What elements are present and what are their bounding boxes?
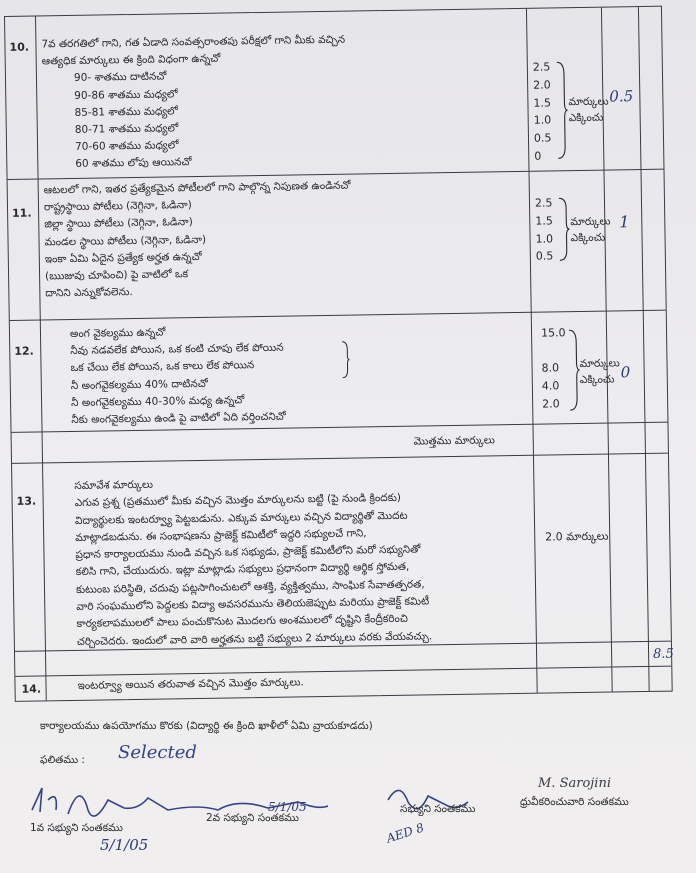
brace-icon (554, 60, 570, 160)
member-1-signature-label: 1వ సభ్యుని సంతకము (30, 822, 123, 834)
option-line: 80-71 శాతము మధ్యలో (74, 122, 179, 136)
question-line: సమావేశ మార్కులు (74, 478, 154, 492)
option-line: 70-60 శాతము మధ్యలో (74, 139, 179, 154)
question-line: కార్యకలాపములలో పాలు పంచుకొనుట మొదలగు అంశములలో దృష్టిని కేంద్రీకరించి (76, 613, 408, 631)
member-3-signature-label: సభ్యుని సంతకము (400, 803, 476, 815)
brace-label-line: మార్కులు (570, 215, 611, 229)
row-12-marks (541, 324, 567, 413)
mark-value: 1.0 (535, 231, 554, 246)
brace-label-line: ఎక్కించు (568, 111, 604, 125)
signature-date-1: 5/1/05 (100, 836, 149, 854)
mark-value: 0.5 (535, 249, 554, 264)
total-score: 8.5 (652, 646, 674, 662)
row-divider (12, 453, 668, 464)
option-line: 60 శాతము లోపు ఆయినచో (75, 156, 192, 171)
row-10-question (41, 32, 347, 174)
brace-icon (556, 196, 571, 262)
option-line: జిల్లా స్థాయి పోటీలు (నెగ్గినా, ఓడినా) (44, 216, 193, 231)
mark-value: 2.0 (542, 397, 560, 411)
question-line: కుటుంబ పరిస్థితి, చదువు పట్లసాగించుటలో ఆశక్తి, వ్యక్తిత్వము, సాంఘిక సేవాతత్పరత, (75, 578, 425, 596)
question-line: ప్రధాన కార్యాలయము నుండి వచ్చిన ఒక సభ్యుడు, ప్రాజెక్ట్ కమిటీలోని మరో సభ్యునితో (75, 543, 421, 562)
row-12-brace-label (579, 355, 620, 388)
row-number: 13. (16, 494, 37, 508)
mark-value: 1.5 (533, 96, 552, 110)
option-line: ఇంకా ఏమి ఏదైన ప్రత్యేక అర్హత ఉన్నచో (44, 250, 202, 266)
row-11-question (44, 178, 353, 303)
row-10-brace-label (568, 94, 609, 127)
option-line: రాష్ట్రస్థాయి పోటీలు (నెగ్గినా, ఓడినా) (43, 199, 192, 214)
row-13-marks: 2.0 మార్కులు (545, 529, 609, 544)
row-number: 10. (9, 40, 30, 54)
option-line: 90-86 శాతము మధ్యలో (74, 87, 178, 102)
verifier-name: M. Sarojini (538, 776, 611, 791)
brace-label-line: ఎక్కించు (570, 231, 606, 245)
option-line: నీ అంగవైకల్యము 40% దాటినచో (70, 377, 208, 392)
verifier-signature-label: ధ్రువీకరించువారి సంతకము (520, 796, 629, 808)
question-line: చర్చించెదరు. ఇందులో వారి వారి అర్హతను బట్టి సభ్యులు 2 మార్కులు వరకు వేయవచ్చు. (76, 630, 433, 648)
result-label: ఫలితము : (40, 754, 85, 766)
question-line: మాట్లాడబడును. ఈ సంభాషణను ప్రాజెక్ట్ కమిటీలో ఇద్దరి సభ్యులచే గాని, (75, 527, 367, 544)
mark-value: 0 (534, 149, 542, 163)
option-line: 90- శాతము దాటినచో (73, 70, 167, 85)
row-number: 14. (21, 682, 42, 696)
mark-value: 1.0 (533, 113, 552, 128)
row-10-score: 0.5 (609, 87, 634, 106)
mark-value: 2.0 (533, 78, 551, 92)
mark-value: 0.5 (533, 131, 552, 145)
marks-table (4, 6, 673, 702)
mark-value: 4.0 (541, 379, 560, 393)
row-14-question: ఇంటర్వ్యూ అయిన తరువాత వచ్చిన మొత్తం మార్కులు. (77, 676, 304, 692)
row-11-score: 1 (619, 212, 630, 232)
row-13-question (74, 472, 432, 651)
signature-date-2: 5/1/05 (268, 800, 307, 814)
row-12-question (70, 323, 286, 430)
mark-value: 8.0 (541, 361, 560, 375)
option-line: మండల స్థాయి పోటీలు (నెగ్గినా, ఓడినా) (44, 233, 207, 248)
mark-value: 2.5 (534, 196, 553, 210)
brace-icon (340, 340, 351, 380)
brace-label-line: మార్కులు (579, 357, 620, 371)
option-line: 85-81 శాతము మధ్యలో (74, 105, 179, 119)
question-line: అంగ వైకల్యము ఉన్నచో (69, 326, 166, 341)
row-10-marks (533, 58, 552, 165)
row-divider (10, 310, 666, 321)
option-line: నీకు అంగవైకల్యము ఉండి పై వాటిలో ఏది వర్తించనిచో (71, 410, 286, 427)
option-line: (ఋజువు చూపించి) పై వాటిలో ఒక (45, 268, 189, 283)
row-divider (15, 666, 671, 677)
row-11-marks (535, 194, 554, 265)
question-line: వారి సంఘములోని పెద్దలకు విద్యా అవసరమును తెలియజెప్పుట మరియు ప్రాజెక్ట్ కమిటీ (76, 595, 430, 614)
mark-value: 2.5 (532, 60, 551, 74)
row-number: 11. (11, 206, 32, 220)
question-line: విద్యార్థులకు ఇంటర్వ్యూ పెట్టబడును. ఎక్కువ మార్కులు వచ్చిన విద్యార్థితో మొదట (74, 509, 408, 527)
question-line: కలిసి గాని, చేయుదురు. ఇట్లా మాట్లాడు సభ్యులు ప్రధానంగా విద్యార్థి ఆర్థిక స్తోమత, (75, 561, 410, 579)
mark-value: 1.5 (535, 214, 553, 228)
question-line: 7వ తరగతిలో గాని, గత ఏడాది సంవత్సరాంతపు పరీక్షలో గాని మీకు వచ్చిన (41, 33, 346, 51)
mark-value: 15.0 (540, 326, 566, 340)
row-12-score: 0 (620, 363, 631, 382)
brace-label-line: మార్కులు (568, 95, 609, 109)
signature-date-3: AED 8 (384, 820, 426, 846)
marks-gap (541, 342, 566, 359)
option-line: నీవు నడవలేక పోయిన, ఒక కంటి చూపు లేక పోయిన (70, 341, 284, 358)
total-marks-label: మొత్తము మార్కులు (413, 434, 495, 448)
option-line: దానిని ఎన్నుకోవలెను. (45, 286, 133, 300)
office-use-note: కార్యాలయము ఉపయోగము కొరకు (విద్యార్థి ఈ క్రింది ఖాళీలో ఏమి వ్రాయకూడదు) (40, 720, 373, 732)
row-number: 12. (14, 344, 34, 358)
result-value: Selected (118, 742, 197, 763)
brace-label-line: ఎక్కించు (579, 373, 615, 387)
question-line: ఆత్యధిక మార్కులు ఈ క్రింది విధంగా ఉన్నచో (41, 52, 221, 68)
option-line: ఒక చేయి లేక పోయిన, ఒక కాలు లేక పోయిన (70, 359, 255, 375)
member-2-signature-label: 2వ సభ్యుని సంతకము (206, 812, 299, 824)
row-11-brace-label (570, 214, 611, 247)
question-line: ఆటలలో గాని, ఇతర ప్రత్యేకమైన పోటీలలో గాని పాల్గొన్న నిపుణత ఉండినచో (43, 179, 351, 197)
col-divider (638, 7, 650, 691)
question-line: ఎగువ ప్రశ్న (ప్రతములో మీకు వచ్చిన మొత్తం మార్కులను బట్టి (పై నుండి క్రిందకు) (74, 492, 401, 510)
option-line: నీ అంగవైకల్యము 40-30% మధ్య ఉన్నచో (70, 394, 245, 409)
